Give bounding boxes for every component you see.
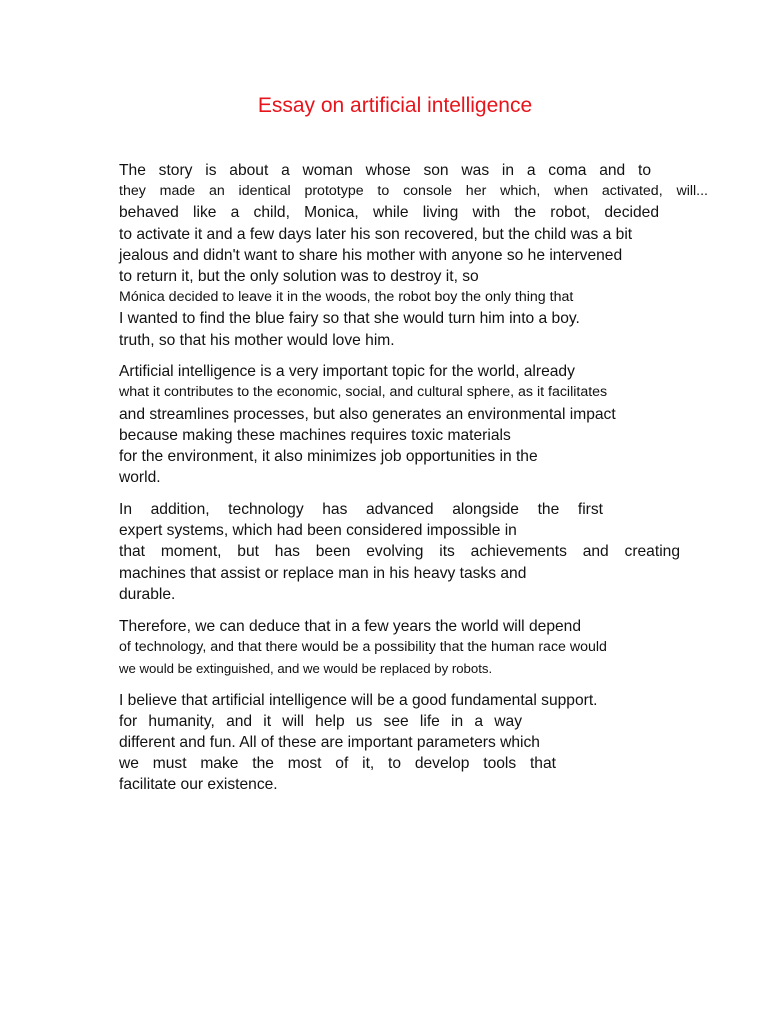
essay-body — [119, 160, 708, 796]
text-line: Therefore, we can deduce that in a few years the world will depend — [119, 617, 582, 635]
text-line: jealous and didn't want to share his mother with anyone so he intervened — [119, 246, 623, 264]
text-line: durable. — [119, 585, 176, 603]
text-line: for the environment, it also minimizes job opportunities in the — [119, 448, 538, 466]
text-line: expert systems, which had been considered impossible in — [119, 522, 517, 540]
text-line: world. — [119, 469, 161, 487]
text-line: behaved like a child, Monica, while living with the robot, decided — [119, 204, 659, 222]
document-title: Essay on artificial intelligence — [257, 94, 533, 117]
paragraph-gap — [119, 605, 689, 616]
paragraph-technology — [119, 499, 689, 605]
paragraph-gap — [119, 679, 689, 690]
text-line: they made an identical prototype to console her which, when activated, will... — [119, 183, 708, 200]
paragraph-belief — [119, 690, 689, 796]
text-line: we must make the most of it, to develop tools that — [119, 755, 556, 773]
paragraph-gap — [119, 351, 689, 362]
text-line: to activate it and a few days later his son recovered, but the child was a bit — [119, 225, 633, 243]
text-line: machines that assist or replace man in his heavy tasks and — [119, 564, 527, 582]
paragraph-importance — [119, 361, 689, 488]
text-line: different and fun. All of these are important parameters which — [119, 734, 540, 752]
text-line: The story is about a woman whose son was in a coma and to — [119, 162, 651, 179]
text-line: Mónica decided to leave it in the woods, the robot boy the only thing that — [119, 289, 574, 306]
text-line: what it contributes to the economic, social, and cultural sphere, as it facilitates — [119, 384, 608, 401]
text-line: Artificial intelligence is a very important topic for the world, already — [119, 363, 575, 381]
paragraph-story — [119, 160, 708, 351]
text-line: In addition, technology has advanced alongside the first — [119, 501, 603, 518]
text-line: and streamlines processes, but also generates an environmental impact — [119, 405, 616, 423]
paragraph-gap — [119, 488, 689, 499]
text-line: for humanity, and it will help us see life in a way — [119, 712, 522, 730]
text-line: that moment, but has been evolving its achievements and creating — [119, 543, 680, 561]
text-line: to return it, but the only solution was to destroy it, so — [119, 267, 479, 285]
text-line: of technology, and that there would be a possibility that the human race would — [119, 638, 607, 655]
text-line: because making these machines requires toxic materials — [119, 426, 511, 444]
text-line: truth, so that his mother would love him. — [119, 331, 395, 349]
text-line: facilitate our existence. — [119, 776, 278, 794]
paragraph-deduction — [119, 616, 689, 680]
text-line: we would be extinguished, and we would be replaced by robots. — [119, 660, 493, 676]
text-line: I believe that artificial intelligence will be a good fundamental support. — [119, 691, 598, 709]
text-line: I wanted to find the blue fairy so that she would turn him into a boy. — [119, 310, 580, 328]
